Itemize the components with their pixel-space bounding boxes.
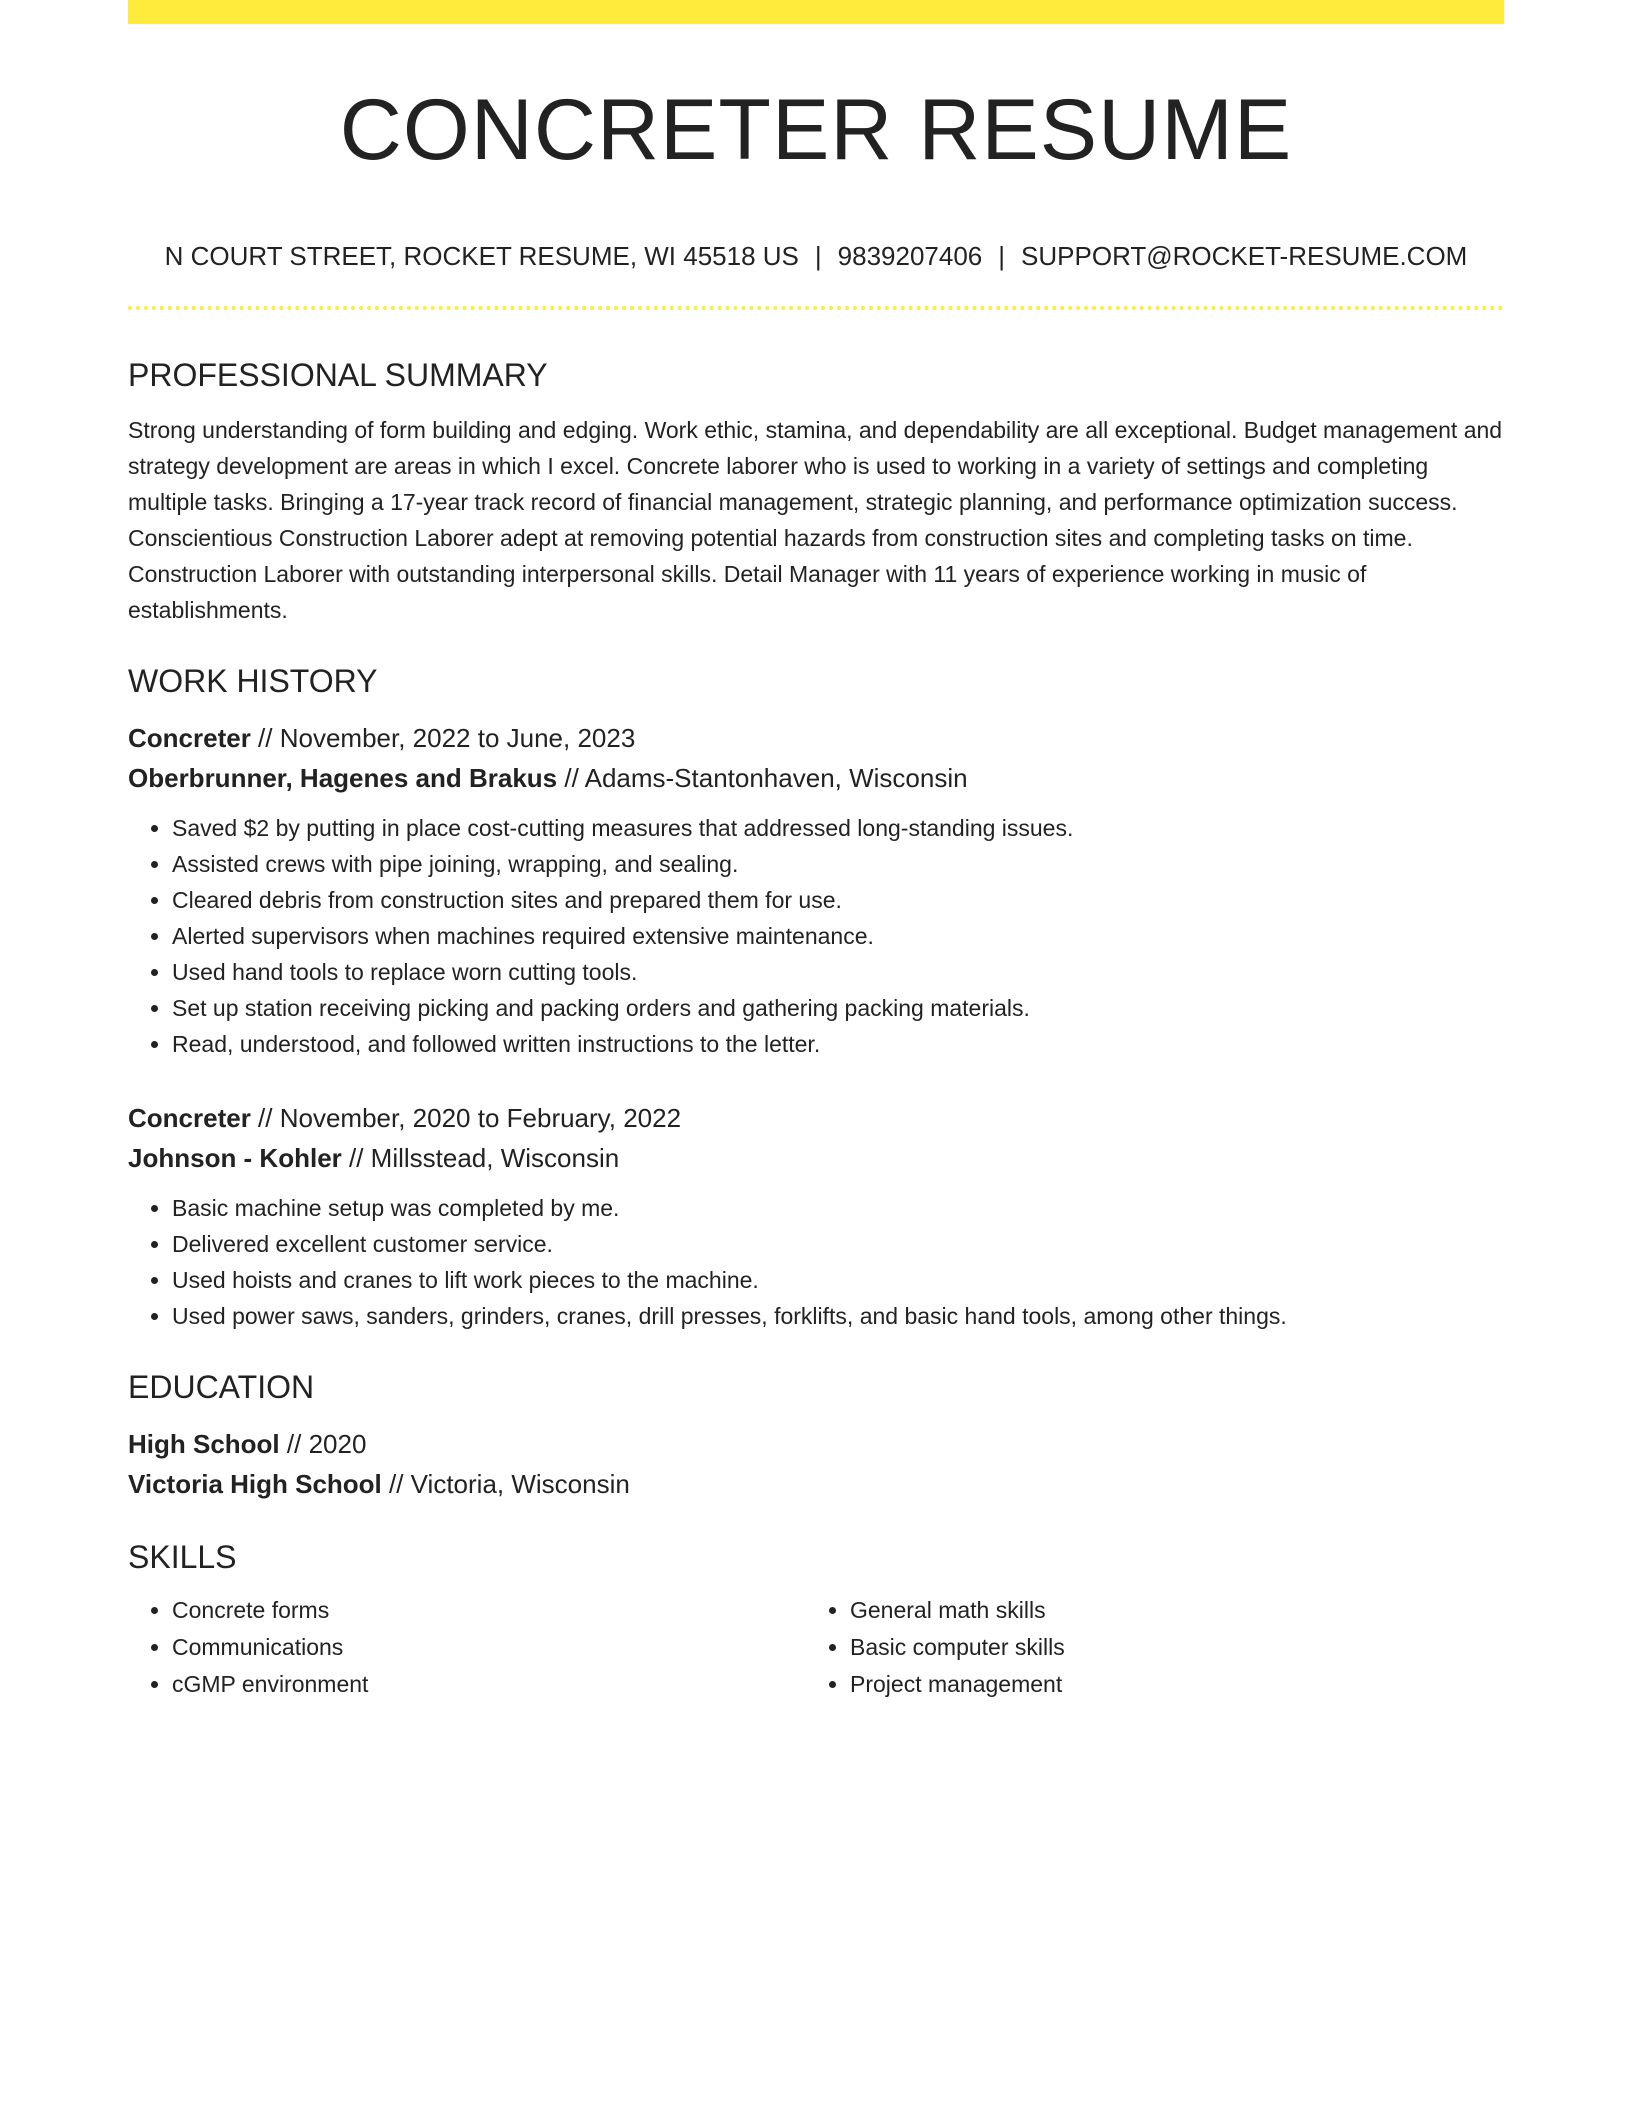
job-company: Johnson - Kohler — [128, 1143, 342, 1173]
skill-item: • cGMP environment — [172, 1666, 806, 1703]
education-year: // 2020 — [279, 1429, 367, 1459]
skills-list — [128, 1592, 1504, 1703]
job-company-line — [128, 758, 1504, 798]
contact-separator: | — [814, 241, 822, 271]
education-entry — [128, 1424, 1504, 1504]
list-item: • Used power saws, sanders, grinders, cranes, drill presses, forklifts, and basic hand tools, among other things. — [172, 1298, 1504, 1334]
education-school: Victoria High School — [128, 1469, 382, 1499]
education-school-line — [128, 1464, 1504, 1504]
job-bullets — [128, 1190, 1504, 1334]
list-item: • Saved $2 by putting in place cost-cutting measures that addressed long-standing issues. — [172, 810, 1504, 846]
job-location: // Millsstead, Wisconsin — [341, 1143, 620, 1173]
job-dates: // November, 2020 to February, 2022 — [250, 1103, 682, 1133]
job-company-line — [128, 1138, 1504, 1178]
job-entry — [128, 1098, 1504, 1334]
list-item: • Read, understood, and followed written instructions to the letter. — [172, 1026, 1504, 1062]
skills-column-right — [806, 1592, 1484, 1703]
list-item: • Delivered excellent customer service. — [172, 1226, 1504, 1262]
education-heading: EDUCATION — [128, 1369, 315, 1405]
skill-item: • Project management — [850, 1666, 1484, 1703]
skill-item: • Concrete forms — [172, 1592, 806, 1629]
job-bullets — [128, 810, 1504, 1062]
job-title-line — [128, 1098, 1504, 1138]
job-company: Oberbrunner, Hagenes and Brakus — [128, 763, 558, 793]
contact-line — [128, 236, 1504, 276]
contact-email: SUPPORT@ROCKET-RESUME.COM — [1021, 241, 1468, 271]
skill-item: • General math skills — [850, 1592, 1484, 1629]
education-location: // Victoria, Wisconsin — [381, 1469, 630, 1499]
summary-heading: PROFESSIONAL SUMMARY — [128, 357, 548, 393]
resume-title: CONCRETER RESUME — [339, 82, 1293, 178]
contact-separator: | — [998, 241, 1006, 271]
resume-content — [128, 352, 1504, 1703]
education-degree: High School — [128, 1429, 280, 1459]
education-degree-line — [128, 1424, 1504, 1464]
contact-phone: 9839207406 — [837, 241, 983, 271]
top-accent-bar — [128, 0, 1504, 24]
contact-address: N COURT STREET, ROCKET RESUME, WI 45518 US — [164, 241, 799, 271]
skill-item: • Basic computer skills — [850, 1629, 1484, 1666]
job-title-line — [128, 718, 1504, 758]
skill-item: • Communications — [172, 1629, 806, 1666]
summary-text: Strong understanding of form building and edging. Work ethic, stamina, and dependability are all exceptional. Budget management and strategy development are areas in which I excel. Concrete laborer who is used to working in a variety of settings and completing multiple tasks. Bringing a 17-year track record of financial management, strategic planning, and performance optimization success. Conscientious Construction Laborer adept at removing potential hazards from construction sites and completing tasks on time. Construction Laborer with outstanding interpersonal skills. Detail Manager with 11 years of experience working in music of establishments. — [128, 417, 1503, 623]
job-dates: // November, 2022 to June, 2023 — [250, 723, 636, 753]
job-title: Concreter — [128, 1103, 251, 1133]
list-item: • Basic machine setup was completed by me. — [172, 1190, 1504, 1226]
skills-column-left — [128, 1592, 806, 1703]
list-item: • Alerted supervisors when machines required extensive maintenance. — [172, 918, 1504, 954]
list-item: • Used hoists and cranes to lift work pieces to the machine. — [172, 1262, 1504, 1298]
resume-page — [128, 0, 1504, 1697]
list-item: • Assisted crews with pipe joining, wrapping, and sealing. — [172, 846, 1504, 882]
list-item: • Cleared debris from construction sites and prepared them for use. — [172, 882, 1504, 918]
list-item: • Used hand tools to replace worn cutting tools. — [172, 954, 1504, 990]
work-history-heading: WORK HISTORY — [128, 663, 378, 699]
dotted-divider — [128, 306, 1504, 310]
job-entry — [128, 718, 1504, 1062]
skills-heading: SKILLS — [128, 1539, 237, 1575]
list-item: • Set up station receiving picking and packing orders and gathering packing materials. — [172, 990, 1504, 1026]
job-title: Concreter — [128, 723, 251, 753]
job-location: // Adams-Stantonhaven, Wisconsin — [557, 763, 968, 793]
